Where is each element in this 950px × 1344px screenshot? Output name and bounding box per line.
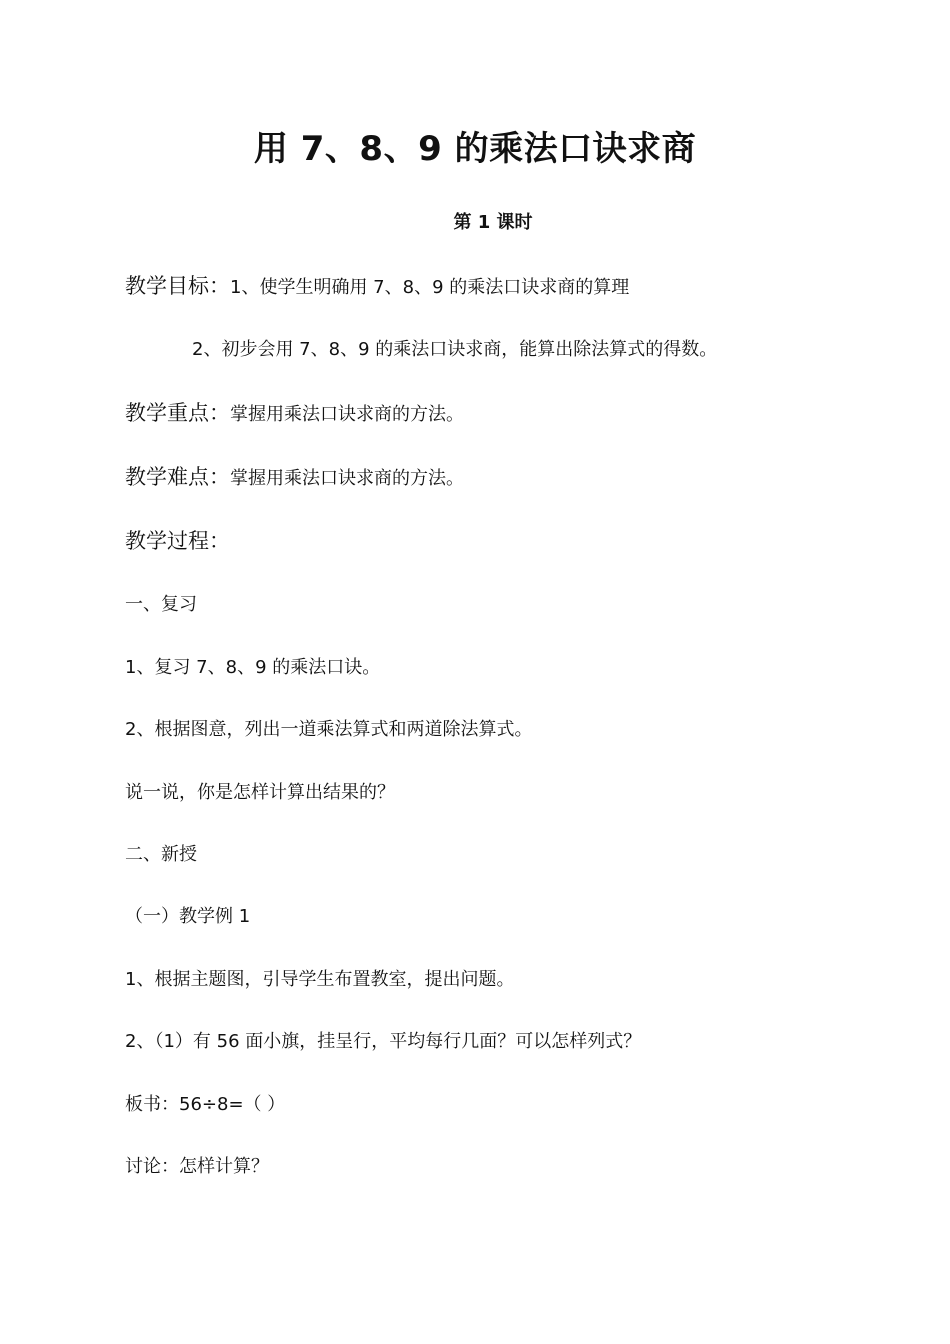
new-item-2: 2、（1）有 56 面小旗，挂呈行，平均每行几面？可以怎样列式？: [125, 1031, 642, 1052]
board-writing: 板书：56÷8=（ ）: [125, 1094, 286, 1115]
section-new-heading: 二、新授: [125, 844, 197, 865]
review-item-2: 2、根据图意，列出一道乘法算式和两道除法算式。: [125, 719, 533, 740]
difficulty-text: 掌握用乘法口诀求商的方法。: [230, 468, 464, 489]
key-point-line: [125, 403, 464, 424]
document-subtitle: 第 1 课时: [453, 212, 533, 233]
process-label: 教学过程：: [125, 529, 230, 553]
objectives-label: 教学目标：: [125, 274, 230, 298]
discussion-line: 讨论：怎样计算？: [125, 1156, 269, 1177]
review-discussion: 说一说，你是怎样计算出结果的？: [125, 782, 395, 803]
document-title: 用 7、8、9 的乘法口诀求商: [253, 129, 697, 169]
difficulty-label: 教学难点：: [125, 465, 230, 489]
difficulty-line: [125, 467, 464, 488]
review-item-1: 1、复习 7、8、9 的乘法口诀。: [125, 657, 381, 678]
objectives-item-1: 1、使学生明确用 7、8、9 的乘法口诀求商的算理: [230, 277, 630, 298]
objectives-item-2: 2、初步会用 7、8、9 的乘法口诀求商，能算出除法算式的得数。: [192, 339, 718, 360]
key-point-label: 教学重点：: [125, 401, 230, 425]
section-review-heading: 一、复习: [125, 594, 197, 615]
key-point-text: 掌握用乘法口诀求商的方法。: [230, 404, 464, 425]
new-item-1: 1、根据主题图，引导学生布置教室，提出问题。: [125, 969, 515, 990]
objectives-line: [125, 276, 629, 297]
example-1-heading: （一）教学例 1: [125, 906, 251, 927]
